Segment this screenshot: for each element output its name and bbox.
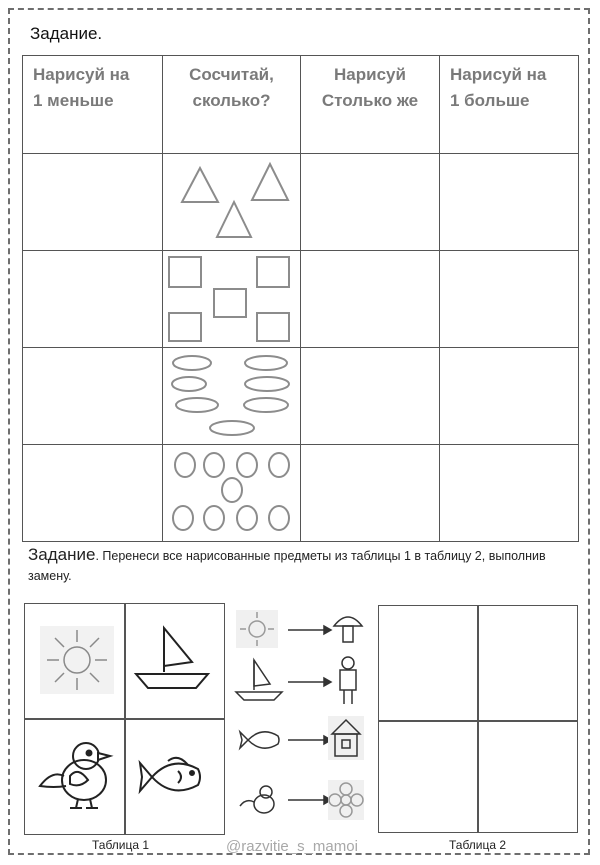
task2-label: Задание [28,545,96,564]
replace-fish-row [240,716,364,760]
table1-caption: Таблица 1 [92,838,150,852]
triangle-shape [217,202,251,237]
answer-cell-same[interactable] [301,154,439,250]
count-table [22,55,579,542]
answer-cell-same[interactable] [301,251,439,347]
square-shape [214,289,246,317]
answer-cell-more[interactable] [440,154,578,250]
triangles-cell [163,154,300,250]
circle-shape [237,506,257,530]
circles-cell [163,445,300,541]
table-row [23,348,579,445]
table1-hdivider [24,718,225,720]
answer-cell-less[interactable] [23,154,162,250]
ellipses-cell [163,348,300,444]
circle-shape [204,453,224,477]
header-draw-more: Нарисуй на 1 больше [450,65,547,110]
watermark: @razvitie_s_mamoi [226,838,358,855]
circle-shape [222,478,242,502]
table2-vdivider [477,605,479,833]
answer-cell-more[interactable] [440,445,578,541]
replace-sun-row [236,610,362,648]
circle-shape [175,453,195,477]
squares-cell [163,251,300,347]
ellipse-shape [176,398,218,412]
table-row [23,445,579,542]
squares-group [163,251,300,347]
answer-cell-less[interactable] [23,445,162,541]
square-shape [257,257,289,287]
boat-icon [134,622,210,692]
ellipse-shape [245,356,287,370]
bird-icon [34,736,118,812]
header-draw-same: Нарисуй Столько же [321,65,419,110]
fish-icon [138,751,214,801]
task1-title: Задание. [30,24,103,43]
header-draw-less: Нарисуй на 1 меньше [33,65,130,110]
circle-shape [173,506,193,530]
ellipse-shape [210,421,254,435]
answer-cell-same[interactable] [301,445,439,541]
circle-shape [204,506,224,530]
ellipse-shape [244,398,288,412]
square-shape [169,257,201,287]
answer-cell-more[interactable] [440,251,578,347]
header-count: Сосчитай, сколько? [189,65,274,110]
answer-cell-less[interactable] [23,251,162,347]
circle-shape [269,506,289,530]
header-row [23,56,579,154]
table-row [23,251,579,348]
replace-boat-row [236,657,356,704]
table2-caption: Таблица 2 [449,838,507,852]
task2-text: . Перенеси все нарисованные предметы из таблицы 1 в таблицу 2, выполнив замену. [28,549,546,583]
ellipse-shape [172,377,206,391]
circles-group [163,445,300,541]
answer-cell-more[interactable] [440,348,578,444]
triangle-shape [182,168,218,202]
square-shape [257,313,289,341]
sun-icon [40,626,114,694]
table-row [23,154,579,251]
answer-cell-same[interactable] [301,348,439,444]
square-shape [169,313,201,341]
answer-cell-less[interactable] [23,348,162,444]
ellipse-shape [245,377,289,391]
task2-instructions [28,545,578,586]
table2-hdivider [378,720,578,722]
ellipse-shape [173,356,211,370]
circle-shape [269,453,289,477]
triangle-shape [252,164,288,200]
replace-bird-row [240,780,364,820]
circle-shape [237,453,257,477]
replacement-key [236,608,366,828]
triangles-group [163,154,300,250]
ellipses-group [163,348,300,444]
